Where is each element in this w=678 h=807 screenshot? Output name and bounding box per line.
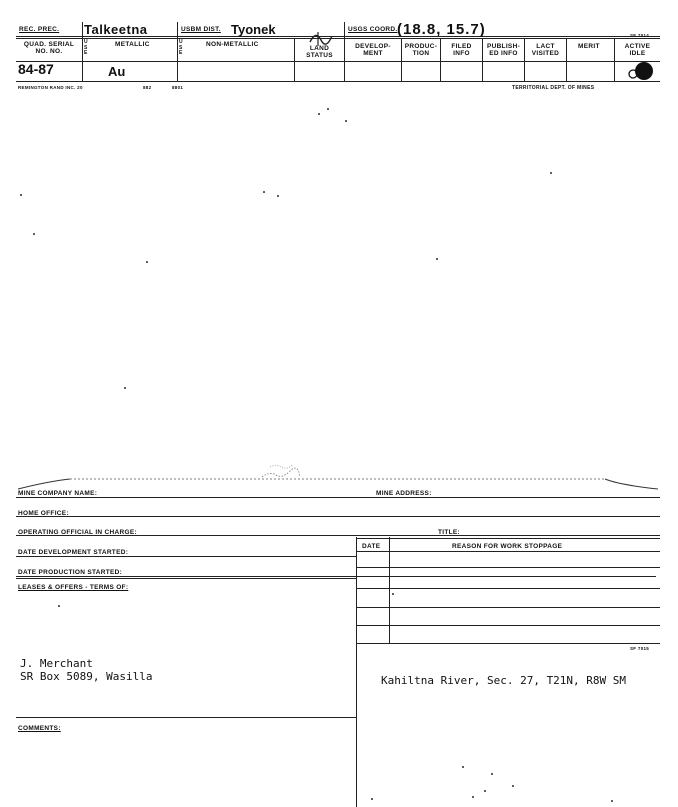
reason-column-label: REASON FOR WORK STOPPAGE bbox=[452, 543, 563, 550]
top-divider-9 bbox=[566, 38, 567, 81]
bottom-center-divider bbox=[356, 537, 357, 807]
home-office-label: HOME OFFICE: bbox=[18, 510, 69, 517]
mine-company-label: MINE COMPANY NAME: bbox=[18, 490, 98, 497]
top-footer-dept: TERRITORIAL DEPT. OF MINES bbox=[512, 85, 595, 91]
metallic-label: METALLIC bbox=[115, 41, 150, 48]
last-visited-line-2: VISITED bbox=[531, 50, 560, 57]
quad-serial-line-2: NO. NO. bbox=[35, 48, 63, 55]
serial-number-value: 84-87 bbox=[18, 61, 54, 77]
active-punch-mark bbox=[624, 60, 660, 84]
date-production-label: DATE PRODUCTION STARTED: bbox=[18, 569, 123, 576]
quad-serial-label bbox=[17, 41, 81, 55]
land-status-line-1: LAND bbox=[309, 45, 330, 52]
card-edge bbox=[0, 455, 678, 495]
rule-title-double bbox=[356, 538, 660, 539]
date-column-divider bbox=[389, 537, 390, 644]
comments-label: COMMENTS: bbox=[18, 725, 61, 732]
speck bbox=[20, 194, 22, 196]
usgs-coord-value: (18.8, 15.7) bbox=[397, 21, 486, 38]
rec-prec-value: Talkeetna bbox=[84, 22, 148, 37]
published-info-label bbox=[483, 43, 524, 57]
filed-info-line-2: INFO bbox=[453, 50, 470, 57]
mine-location: Kahiltna River, Sec. 27, T21N, R8W SM bbox=[381, 674, 627, 687]
production-line-1: PRODUC- bbox=[404, 43, 438, 50]
speck bbox=[33, 233, 35, 235]
rule-reason-3 bbox=[356, 607, 660, 608]
top-rule-4 bbox=[16, 81, 660, 82]
speck bbox=[318, 113, 320, 115]
usbm-dist-value: Tyonek bbox=[231, 22, 276, 37]
rule-mine-company bbox=[16, 497, 660, 498]
operating-official-label: OPERATING OFFICIAL IN CHARGE: bbox=[18, 529, 137, 536]
speck bbox=[124, 387, 126, 389]
top-form-number: SF 7014 bbox=[630, 33, 650, 38]
last-visited-label bbox=[525, 43, 566, 57]
leases-offers-label: LEASES & OFFERS - TERMS OF: bbox=[18, 584, 129, 591]
production-line-2: TION bbox=[412, 50, 430, 57]
filed-info-line-1: FILED bbox=[451, 43, 472, 50]
top-footer-num-2: 8801 bbox=[172, 85, 184, 90]
rule-reason-5 bbox=[356, 643, 660, 644]
speck bbox=[462, 766, 464, 768]
title-label: TITLE: bbox=[438, 529, 461, 536]
quad-serial-line-1: QUAD. SERIAL bbox=[23, 41, 75, 48]
date-column-label: DATE bbox=[362, 543, 381, 550]
non-metallic-label: NON-METALLIC bbox=[206, 41, 259, 48]
top-divider-2 bbox=[177, 22, 178, 81]
speck bbox=[436, 258, 438, 260]
speck bbox=[484, 790, 486, 792]
speck bbox=[491, 773, 493, 775]
rule-date-prod bbox=[16, 576, 656, 577]
published-info-line-1: PUBLISH- bbox=[486, 43, 521, 50]
speck bbox=[327, 108, 329, 110]
rule-reason-4 bbox=[356, 625, 660, 626]
rule-reason-1 bbox=[356, 567, 660, 568]
speck bbox=[611, 800, 613, 802]
top-rule-2 bbox=[16, 38, 660, 39]
speck bbox=[371, 798, 373, 800]
rule-reason-header bbox=[356, 551, 660, 552]
top-divider-1 bbox=[82, 22, 83, 81]
active-idle-label bbox=[615, 43, 660, 57]
rec-prec-label: REC. PREC. bbox=[19, 26, 60, 33]
last-visited-line-1: LACT bbox=[536, 43, 555, 50]
usgs-coord-label: USGS COORD. bbox=[348, 26, 398, 33]
speck bbox=[263, 191, 265, 193]
land-status-scribble bbox=[306, 28, 336, 48]
speck bbox=[277, 195, 279, 197]
speck bbox=[345, 120, 347, 122]
use-letters-non-metallic: U S E bbox=[179, 39, 183, 56]
usbm-dist-label: USBM DIST. bbox=[181, 26, 221, 33]
merit-label: MERIT bbox=[578, 43, 600, 50]
land-status-line-2: STATUS bbox=[306, 52, 333, 59]
bottom-form-number: SF 7015 bbox=[630, 646, 650, 651]
rule-date-prod-double bbox=[16, 578, 356, 579]
production-label bbox=[402, 43, 440, 57]
development-line-2: MENT bbox=[363, 50, 383, 57]
filed-info-label bbox=[441, 43, 482, 57]
date-development-label: DATE DEVELOPMENT STARTED: bbox=[18, 549, 129, 556]
use-letters-metallic: U S E bbox=[84, 39, 88, 56]
development-label bbox=[345, 43, 401, 57]
top-rule-3 bbox=[16, 61, 660, 62]
active-idle-line-2: IDLE bbox=[629, 50, 646, 57]
speck bbox=[392, 593, 394, 595]
rule-home-office bbox=[16, 516, 660, 517]
top-footer-num-1: 882 bbox=[143, 85, 152, 90]
speck bbox=[550, 172, 552, 174]
active-idle-line-1: ACTIVE bbox=[624, 43, 651, 50]
published-info-line-2: ED INFO bbox=[489, 50, 518, 57]
speck bbox=[472, 796, 474, 798]
top-footer-printer: REMINGTON RAND INC. 20 bbox=[18, 85, 83, 90]
rule-comments bbox=[16, 717, 356, 718]
speck bbox=[146, 261, 148, 263]
speck bbox=[58, 605, 60, 607]
mine-address-label: MINE ADDRESS: bbox=[376, 490, 432, 497]
rule-reason-2 bbox=[356, 588, 660, 589]
metallic-value: Au bbox=[108, 64, 126, 79]
speck bbox=[512, 785, 514, 787]
development-line-1: DEVELOP- bbox=[355, 43, 391, 50]
owner-name: J. Merchant bbox=[20, 657, 93, 670]
rule-date-dev bbox=[16, 556, 356, 557]
owner-address: SR Box 5089, Wasilla bbox=[20, 670, 153, 683]
